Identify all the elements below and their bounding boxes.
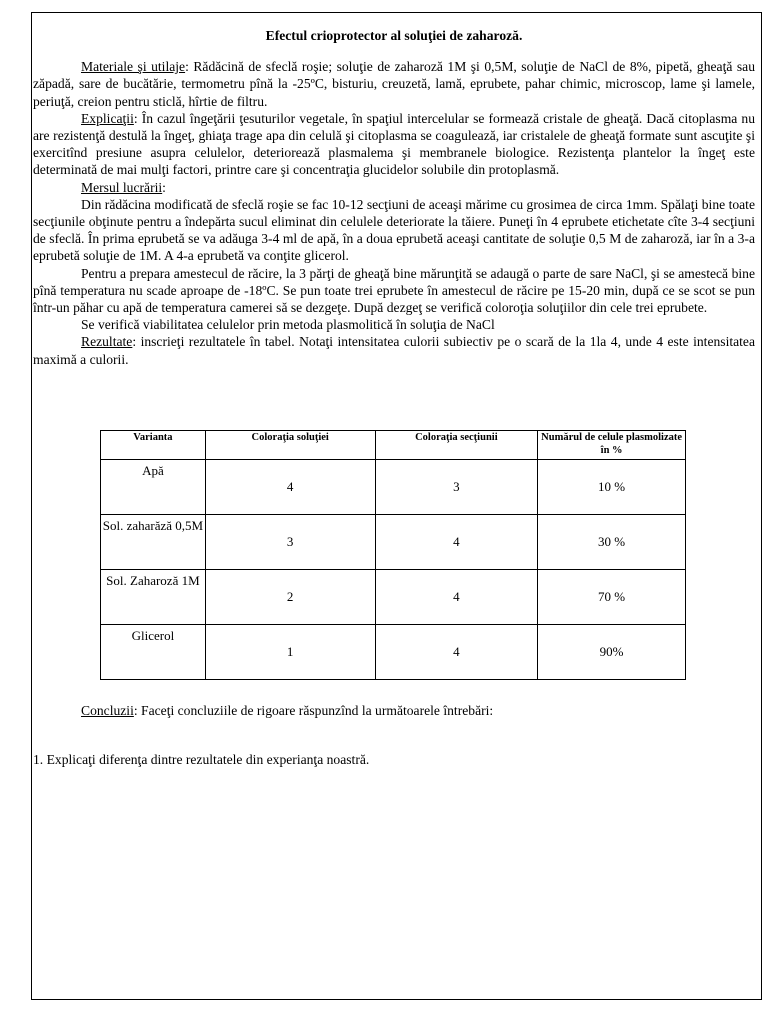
- materials-paragraph: [33, 58, 755, 110]
- header-section-color: Coloraţia secţiunii: [375, 431, 538, 460]
- explanations-paragraph: [33, 110, 755, 179]
- cell-plasmolyzed: 90%: [538, 625, 686, 680]
- cell-section-color: 3: [375, 460, 538, 515]
- document-body: [33, 27, 755, 368]
- table-row: [101, 570, 686, 625]
- materials-text: : Rădăcină de sfeclă roşie; soluţie de zaharoză 1M şi 0,5M, soluţie de NaCl de 8%, pipetă, gheaţă sau zăpadă, sare de bucătărie, termometru pînă la -25ºC, bisturiu, creuzetă, lamă, eprubete, pahar chimic, microscop, lame şi lamele, periuţă, creion pentru sticlă, hîrtie de filtru.: [33, 59, 755, 109]
- conclusions-paragraph: [81, 703, 493, 719]
- cell-section-color: 4: [375, 625, 538, 680]
- table-row: [101, 515, 686, 570]
- table-row: [101, 625, 686, 680]
- header-varianta: Varianta: [101, 431, 206, 460]
- cell-solution-color: 2: [205, 570, 375, 625]
- procedure-paragraph-2: Pentru a prepara amestecul de răcire, la 3 părţi de gheaţă bine mărunţită se adaugă o parte de sare NaCl, şi se amestecă bine pînă temperatura nu scade aproape de -18ºC. Se pun toate trei eprubete în amestecul de răcire pe 15-20 min, după ce se scot se pun într-un păhar cu apă de temperatura camerei să se dezgeţe. După dezgeţ se verifică coloroţia soluţiilor din cele trei eprubete.: [33, 265, 755, 316]
- cell-solution-color: 3: [205, 515, 375, 570]
- table-header-row: [101, 431, 686, 460]
- procedure-heading: [33, 179, 755, 196]
- procedure-colon: :: [162, 179, 166, 195]
- table-row: [101, 460, 686, 515]
- cell-variant: Sol. zaharăză 0,5M: [101, 515, 206, 570]
- cell-section-color: 4: [375, 515, 538, 570]
- header-plasmolyzed-cells: Numărul de celule plasmolizate în %: [538, 431, 686, 460]
- cell-plasmolyzed: 70 %: [538, 570, 686, 625]
- procedure-paragraph-1: Din rădăcina modificată de sfeclă roşie se fac 10-12 secţiuni de aceaşi mărime cu grosimea de circa 1mm. Spălaţi bine toate secţiunile obţinute pentru a îndepărta sucul eliminat din celulele deteriorate la tăiere. Puneţi în 4 eprubete etichetate cîte 3-4 secţiuni de sfeclă. În prima eprubetă se va adăuga 3-4 ml de apă, în a doua eprubetă aceaşi cantitate de soluţie 0,5 M de zaharoză, iar în a 3-a eprubetă soluţie de 1M. A 4-a eprubetă va conţite glicerol.: [33, 196, 755, 264]
- results-label: Rezultate: [81, 334, 133, 350]
- conclusions-label: Concluzii: [81, 703, 134, 718]
- header-solution-color: Coloraţia soluţiei: [205, 431, 375, 460]
- cell-variant: Sol. Zaharoză 1M: [101, 570, 206, 625]
- question-1: 1. Explicaţi diferenţa dintre rezultatele din experianţa noastră.: [33, 752, 370, 767]
- results-table: [100, 430, 686, 680]
- procedure-paragraph-3: Se verifică viabilitatea celulelor prin metoda plasmolitică în soluţia de NaCl: [81, 317, 495, 333]
- cell-variant: Apă: [101, 460, 206, 515]
- cell-section-color: 4: [375, 570, 538, 625]
- explanations-label: Explicaţii: [81, 110, 134, 126]
- cell-solution-color: 4: [205, 460, 375, 515]
- cell-plasmolyzed: 10 %: [538, 460, 686, 515]
- explanations-text: : În cazul îngeţării ţesuturilor vegetale, în spaţiul intercelular se formează cristale de gheaţă. Dacă citoplasma nu are rezistenţă destulă la îngeţ, ghiaţa trage apa din celulă şi citoplasma se coagulează, iar cristalele de gheaţă formate sunt ascuţite şi exercitînd presiune asupra celulelor, deteriorează plasmalema şi membranele biologice. Rezistenţa plantelor la îngeţ este determinată de mai mulţi factori, printre care şi concentraţia glucidelor solubile din protoplasmă.: [33, 110, 755, 178]
- cell-plasmolyzed: 30 %: [538, 515, 686, 570]
- cell-solution-color: 1: [205, 625, 375, 680]
- procedure-label: Mersul lucrării: [81, 179, 163, 195]
- conclusions-text: : Faceţi concluziile de rigoare răspunzînd la următoarele întrebări:: [133, 703, 494, 718]
- results-paragraph: [33, 333, 755, 367]
- results-text: : inscrieţi rezultatele în tabel. Notaţi intensitatea culorii subiectiv pe o scară de la 1la 4, unde 4 este intensitatea maximă a culorii.: [33, 334, 755, 367]
- cell-variant: Glicerol: [101, 625, 206, 680]
- materials-label: Materiale şi utilaje: [81, 59, 186, 75]
- document-title: Efectul crioprotector al soluţiei de zaharoză.: [265, 28, 523, 43]
